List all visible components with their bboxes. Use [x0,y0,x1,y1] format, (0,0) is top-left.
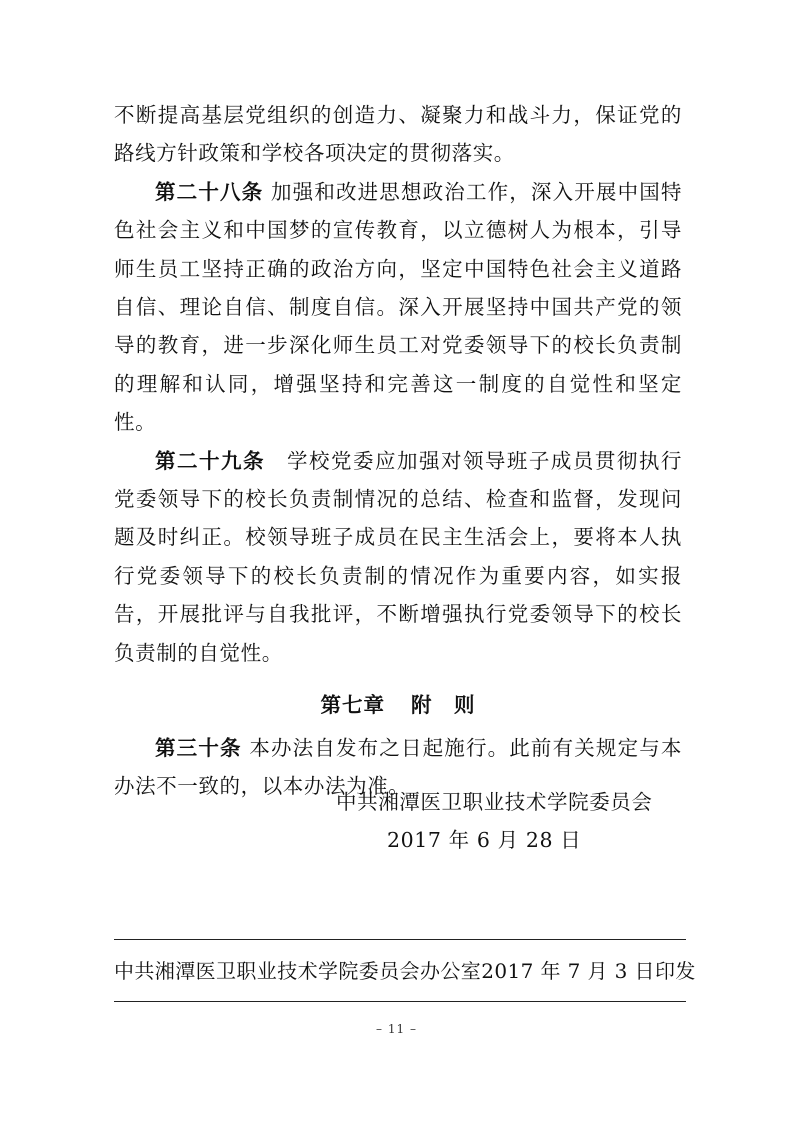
paragraph-text: 加强和改进思想政治工作，深入开展中国特色社会主义和中国梦的宣传教育，以立德树人为根本，引导师生员工坚持正确的政治方向，坚定中国特色社会主义道路自信、理论自信、制度自信。深入开展坚持中国共产党的领导的教育，进一步深化师生员工对党委领导下的校长负责制的理解和认同，增强坚持和完善这一制度的自觉性和坚定性。 [114,179,683,435]
page-number: – 11 – [376,1022,417,1036]
article-number: 第二十九条 [155,448,265,473]
footer-top-rule [114,939,686,940]
paragraph-article-28 [114,173,682,442]
signature-date: 2017 年 6 月 28 日 [387,828,582,852]
footer-bottom-rule [114,1001,686,1002]
chapter-title: 附 则 [411,693,476,718]
document-body [114,96,682,805]
footer-issue-date: 2017 年 7 月 3 日印发 [481,959,696,983]
chapter-heading [114,686,682,724]
paragraph-text: 本办法自发布之日起施行。此前有关规定与本办法不一致的，以本办法为准。 [114,735,682,798]
article-number: 第二十八条 [155,179,264,204]
paragraph-article-29 [114,442,682,672]
issue-footer [114,955,696,984]
paragraph-text: 学校党委应加强对领导班子成员贯彻执行党委领导下的校长负责制情况的总结、检查和监督，发现问题及时纠正。校领导班子成员在民主生活会上，要将本人执行党委领导下的校长负责制的情况作为重要内容，如实报告，开展批评与自我批评，不断增强执行党委领导下的校长负责制的自觉性。 [114,448,682,665]
article-number: 第三十条 [155,735,242,760]
paragraph-continued [114,96,682,173]
paragraph-text: 不断提高基层党组织的创造力、凝聚力和战斗力，保证党的路线方针政策和学校各项决定的贯彻落实。 [114,103,682,166]
signature-organization: 中共湘潭医卫职业技术学院委员会 [336,790,653,814]
footer-issuer: 中共湘潭医卫职业技术学院委员会办公室 [114,959,482,983]
chapter-number: 第七章 [320,693,385,718]
